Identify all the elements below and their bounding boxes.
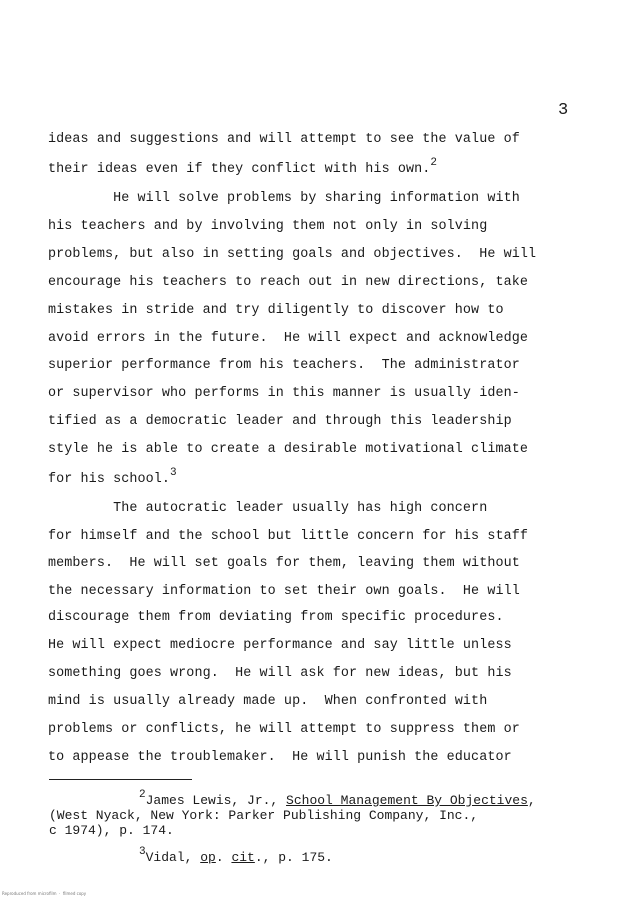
footnote-2-line-3: c 1974), p. 174. — [49, 823, 174, 838]
body-line: members. He will set goals for them, leaving them without — [48, 556, 520, 571]
footnote-2-line-1: $^2$James Lewis, Jr., School Management By Objectives, — [139, 789, 536, 808]
body-line: The autocratic leader usually has high concern — [48, 501, 488, 516]
footnote-ref-3: 3 — [170, 467, 177, 479]
microfilm-caption: Reproduced from microfilm · filmed copy — [2, 891, 87, 896]
body-line: He will solve problems by sharing information with — [48, 191, 520, 206]
body-line: tified as a democratic leader and through this leadership — [48, 414, 512, 429]
body-line: problems, but also in setting goals and objectives. He will — [48, 247, 537, 262]
footnote-3: $^3$Vidal, op. cit., p. 175. — [139, 846, 333, 865]
body-line: mistakes in stride and try diligently to discover how to — [48, 303, 504, 318]
body-line: He will expect mediocre performance and say little unless — [48, 638, 512, 653]
body-line: the necessary information to set their own goals. He will — [48, 584, 520, 599]
body-line: avoid errors in the future. He will expect and acknowledge — [48, 331, 529, 346]
body-line: or supervisor who performs in this manner is usually iden- — [48, 386, 520, 401]
body-line: encourage his teachers to reach out in new directions, take — [48, 275, 529, 290]
body-line: discourage them from deviating from specific procedures. — [48, 610, 504, 625]
body-line: mind is usually already made up. When confronted with — [48, 694, 488, 709]
body-line: style he is able to create a desirable motivational climate — [48, 442, 529, 457]
body-line: their ideas even if they conflict with his own.$^2$ — [48, 157, 438, 177]
body-line: ideas and suggestions and will attempt to see the value of — [48, 132, 520, 147]
body-line: for himself and the school but little concern for his staff — [48, 529, 529, 544]
footnote-ref-2: 2 — [430, 157, 438, 169]
body-line: problems or conflicts, he will attempt to suppress them or — [48, 722, 520, 737]
body-line: his teachers and by involving them not only in solving — [48, 219, 488, 234]
body-line: superior performance from his teachers. The administrator — [48, 358, 520, 373]
body-line: something goes wrong. He will ask for new ideas, but his — [48, 666, 512, 681]
body-line: to appease the troublemaker. He will punish the educator — [48, 750, 512, 765]
body-line: for his school.$^3$ — [48, 467, 177, 487]
page-number: 3 — [558, 101, 569, 120]
footnote-2-title: School Management By Objectives — [286, 793, 528, 808]
footnote-divider — [49, 779, 192, 780]
footnote-2-line-2: (West Nyack, New York: Parker Publishing Company, Inc., — [49, 808, 479, 823]
